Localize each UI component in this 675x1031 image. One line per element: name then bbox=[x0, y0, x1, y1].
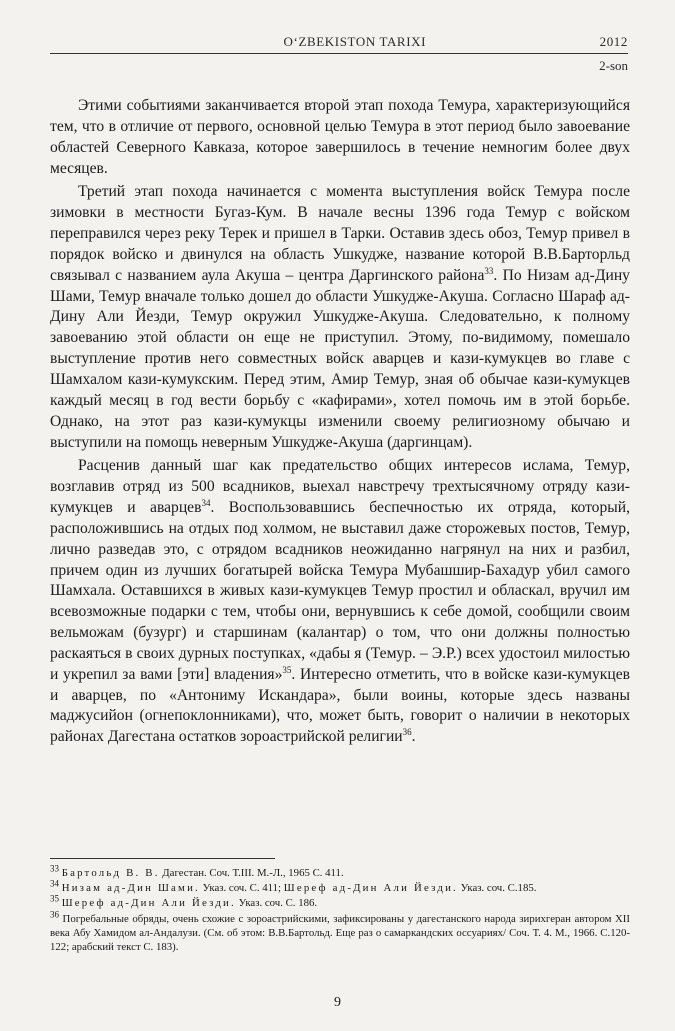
paragraph-1: Этими событиями заканчивается второй этап похода Темура, характеризующийся тем, что в отличие от первого, основной целью Темура в этот период было завоевание областей Северного Кавказа, которое завершилось в течение немногим более двух месяцев. bbox=[50, 97, 630, 177]
footnote-ref: 33 bbox=[484, 265, 494, 276]
footnote-33: $^{33}$ Бартольд В. В. Дагестан. Соч. Т.III. М.-Л., 1965 С. 411. bbox=[50, 863, 344, 879]
footnote-ref: 36 bbox=[402, 727, 412, 738]
journal-title: O‘ZBEKISTON TARIXI bbox=[283, 34, 427, 49]
footnote-ref: 34 bbox=[201, 497, 211, 508]
paragraph-2: Третий этап похода начинается с момента выступления войск Темура после зимовки в местности Бугаз-Кум. В начале весны 1396 года Темур с войском переправился через реку Терек и пришел в Тарки. Оставив здесь обоз, Темур привел в порядок войско и двинулся на область Ушкудже, название которой В.В.Барторльд связывал с названием аула Акуша – центра Даргинского района$^{33}$. По Низам ад-Дину Шами, Темур вначале только дошел до области Ушкудже-Акуша. Согласно Шараф ад-Дину Али Йезди, Темур окружил Ушкудже-Акуша. Следовательно, к полному завоеванию этой области он еще не приступил. Этому, по-видимому, помешало выступление против него совместных войск аварцев и кази-кумукцев во главе с Шамхалом кази-кумукским. Перед этим, Амир Темур, зная об обычае кази-кумукцев каждый месяц в год вести борьбу с «кафирами», хотел помочь им в этой борьбе. Однако, на этот раз кази-кумукцы изменили своему религиозному обычаю и выступили на помощь неверным Ушкудже-Акуша (даргинцам). bbox=[50, 183, 630, 451]
footnote-35: $^{35}$ Шереф ад-Дин Али Йезди. Указ. соч. С. 186. bbox=[50, 893, 318, 910]
paragraph-3: Расценив данный шаг как предательство общих интересов ислама, Темур, возглавив отряд из 500 всадников, выехал навстречу трехтысячному отряду кази-кумукцев и аварцев$^{34}$. Воспользовавшись беспечностью их отряда, который, расположившись на отдых под холмом, не выставил даже сторожевых постов, Темур, лично разведав это, с отрядом всадников неожиданно нагрянул на них и разбил, причем один из лучших богатырей войска Темура Мубашшир-Бахадур убил самого Шамхала. Оставшихся в живых кази-кумукцев Темур простил и обласкал, вручил им всевозможные подарки с тем, чтобы они, вернувшись к себе домой, сообщили своим вельможам (бузург) и старшинам (калантар) о том, что они должны полностью раскаяться в своих дурных поступках, «дабы я (Темур. – Э.Р.) всех удостоил милостью и укрепил за вами [эти] владения»$^{35}$. Интересно отметить, что в войске кази-кумукцев и аварцев, по «Антониму Искандара», были воины, которые здесь названы маджусийон (огнепоклонниками), что, может быть, говорит о наличии в некоторых районах Дагестана остатков зороастрийской религии$^{36}$. bbox=[50, 457, 631, 746]
page-number: 9 bbox=[334, 995, 341, 1010]
header-rule bbox=[50, 53, 628, 54]
issue-number: 2-son bbox=[599, 58, 628, 73]
footnote-ref: 35 bbox=[282, 664, 292, 675]
article-body bbox=[50, 96, 630, 751]
footnote-36: $^{36}$ Погребальные обряды, очень схожие с зороастрийскими, зафиксированы у дагестанского народа зирихгеран автором XII века Абу Хамидом ал-Андалузи. (См. об этом: В.В.Бартольд. Еще раз о самаркандских оссуариях/ Соч. Т. 4. М., 1966. С.120-122; арабский текст С. 183). bbox=[50, 909, 630, 954]
footnote-rule bbox=[50, 858, 275, 859]
footnote-34: $^{34}$ Низам ад-Дин Шами. Указ. соч. С. 411; Шереф ад-Дин Али Йезди. Указ. соч. С.185. bbox=[50, 878, 537, 895]
running-header bbox=[50, 34, 628, 50]
journal-year: 2012 bbox=[599, 34, 628, 49]
footnotes bbox=[50, 863, 630, 955]
